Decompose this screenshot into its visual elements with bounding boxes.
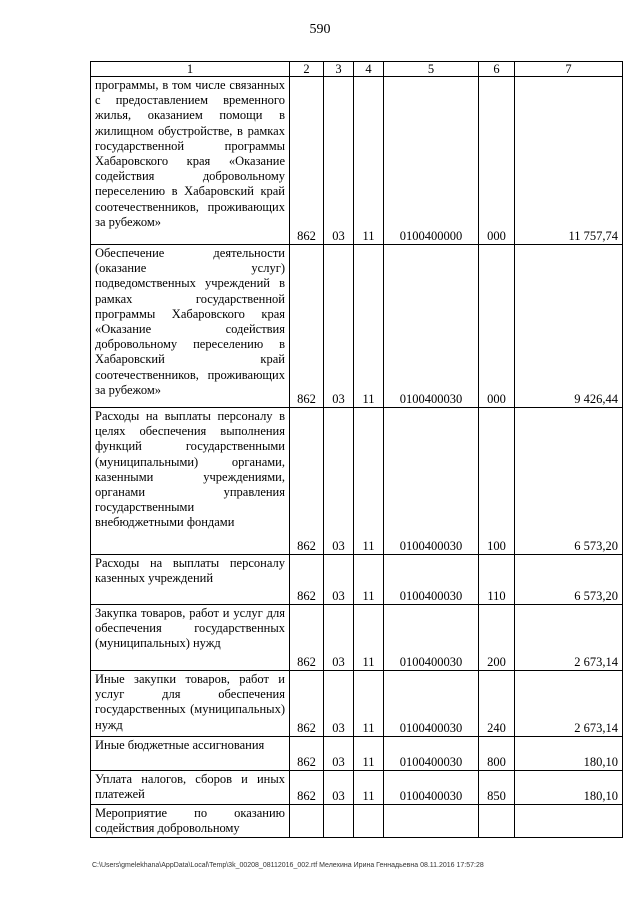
cell-subsection: 11 (354, 245, 384, 408)
cell-expense-type: 000 (479, 77, 515, 245)
row-description: программы, в том числе связанных с предоставлением временного жилья, оказанием помощи в жилищном обустройстве, в рамках государственной программы Хабаровского края «Оказание содействия добровольному переселению в Хабаровский край соотечественников, проживающих за рубежом» (91, 77, 290, 245)
cell-expense-type (479, 805, 515, 838)
cell-amount: 6 573,20 (515, 555, 623, 605)
cell-subsection: 11 (354, 408, 384, 555)
table-row (91, 771, 623, 805)
column-header: 4 (354, 62, 384, 77)
cell-ministry-code: 862 (290, 671, 324, 737)
cell-target-article: 0100400030 (384, 408, 479, 555)
cell-amount: 2 673,14 (515, 671, 623, 737)
page-number: 590 (309, 22, 331, 37)
table-row (91, 671, 623, 737)
table-row (91, 605, 623, 671)
cell-target-article: 0100400030 (384, 737, 479, 771)
column-header: 5 (384, 62, 479, 77)
document-footer: C:\Users\gmelekhana\AppData\Local\Temp\3k_00208_08112016_002.rtf Мелехина Ирина Геннадьевна 08.11.2016 17:57:28 (92, 862, 484, 869)
cell-expense-type: 100 (479, 408, 515, 555)
cell-section: 03 (324, 671, 354, 737)
cell-amount: 9 426,44 (515, 245, 623, 408)
cell-section (324, 805, 354, 838)
cell-subsection: 11 (354, 77, 384, 245)
cell-ministry-code: 862 (290, 737, 324, 771)
cell-section: 03 (324, 737, 354, 771)
cell-section: 03 (324, 555, 354, 605)
cell-subsection (354, 805, 384, 838)
cell-subsection: 11 (354, 737, 384, 771)
cell-expense-type: 000 (479, 245, 515, 408)
table-row (91, 245, 623, 408)
cell-target-article: 0100400000 (384, 77, 479, 245)
cell-amount: 2 673,14 (515, 605, 623, 671)
row-description: Расходы на выплаты персоналу в целях обеспечения выполнения функций государственными (муниципальными) органами, казенными учреждениями, органами управления государственными внебюджетными фондами (91, 408, 290, 555)
cell-ministry-code: 862 (290, 245, 324, 408)
cell-section: 03 (324, 245, 354, 408)
cell-amount (515, 805, 623, 838)
cell-section: 03 (324, 771, 354, 805)
table-header-row (91, 62, 623, 77)
row-description: Расходы на выплаты персоналу казенных учреждений (91, 555, 290, 605)
column-header: 1 (91, 62, 290, 77)
row-description: Обеспечение деятельности (оказание услуг) подведомственных учреждений в рамках государственной программы Хабаровского края «Оказание содействия добровольному переселению в Хабаровский край соотечественников, проживающих за рубежом» (91, 245, 290, 408)
cell-section: 03 (324, 605, 354, 671)
cell-target-article: 0100400030 (384, 555, 479, 605)
cell-amount: 11 757,74 (515, 77, 623, 245)
cell-section: 03 (324, 77, 354, 245)
cell-ministry-code: 862 (290, 77, 324, 245)
row-description: Иные закупки товаров, работ и услуг для обеспечения государственных (муниципальных) нужд (91, 671, 290, 737)
cell-expense-type: 110 (479, 555, 515, 605)
row-description: Мероприятие по оказанию содействия добровольному (91, 805, 290, 838)
cell-ministry-code: 862 (290, 408, 324, 555)
column-header: 7 (515, 62, 623, 77)
cell-ministry-code: 862 (290, 605, 324, 671)
cell-target-article: 0100400030 (384, 605, 479, 671)
column-header: 6 (479, 62, 515, 77)
table-row (91, 555, 623, 605)
cell-amount: 180,10 (515, 771, 623, 805)
cell-ministry-code: 862 (290, 771, 324, 805)
row-description: Закупка товаров, работ и услуг для обеспечения государственных (муниципальных) нужд (91, 605, 290, 671)
cell-subsection: 11 (354, 605, 384, 671)
cell-ministry-code (290, 805, 324, 838)
cell-expense-type: 800 (479, 737, 515, 771)
table-row (91, 77, 623, 245)
cell-amount: 6 573,20 (515, 408, 623, 555)
table-row (91, 805, 623, 838)
column-header: 2 (290, 62, 324, 77)
row-description: Уплата налогов, сборов и иных платежей (91, 771, 290, 805)
table-row (91, 408, 623, 555)
cell-target-article (384, 805, 479, 838)
cell-subsection: 11 (354, 555, 384, 605)
cell-section: 03 (324, 408, 354, 555)
cell-expense-type: 240 (479, 671, 515, 737)
cell-target-article: 0100400030 (384, 671, 479, 737)
table-row (91, 737, 623, 771)
cell-ministry-code: 862 (290, 555, 324, 605)
row-description: Иные бюджетные ассигнования (91, 737, 290, 771)
cell-subsection: 11 (354, 671, 384, 737)
cell-expense-type: 850 (479, 771, 515, 805)
cell-target-article: 0100400030 (384, 245, 479, 408)
cell-target-article: 0100400030 (384, 771, 479, 805)
budget-table (90, 61, 623, 838)
column-header: 3 (324, 62, 354, 77)
cell-expense-type: 200 (479, 605, 515, 671)
cell-amount: 180,10 (515, 737, 623, 771)
cell-subsection: 11 (354, 771, 384, 805)
